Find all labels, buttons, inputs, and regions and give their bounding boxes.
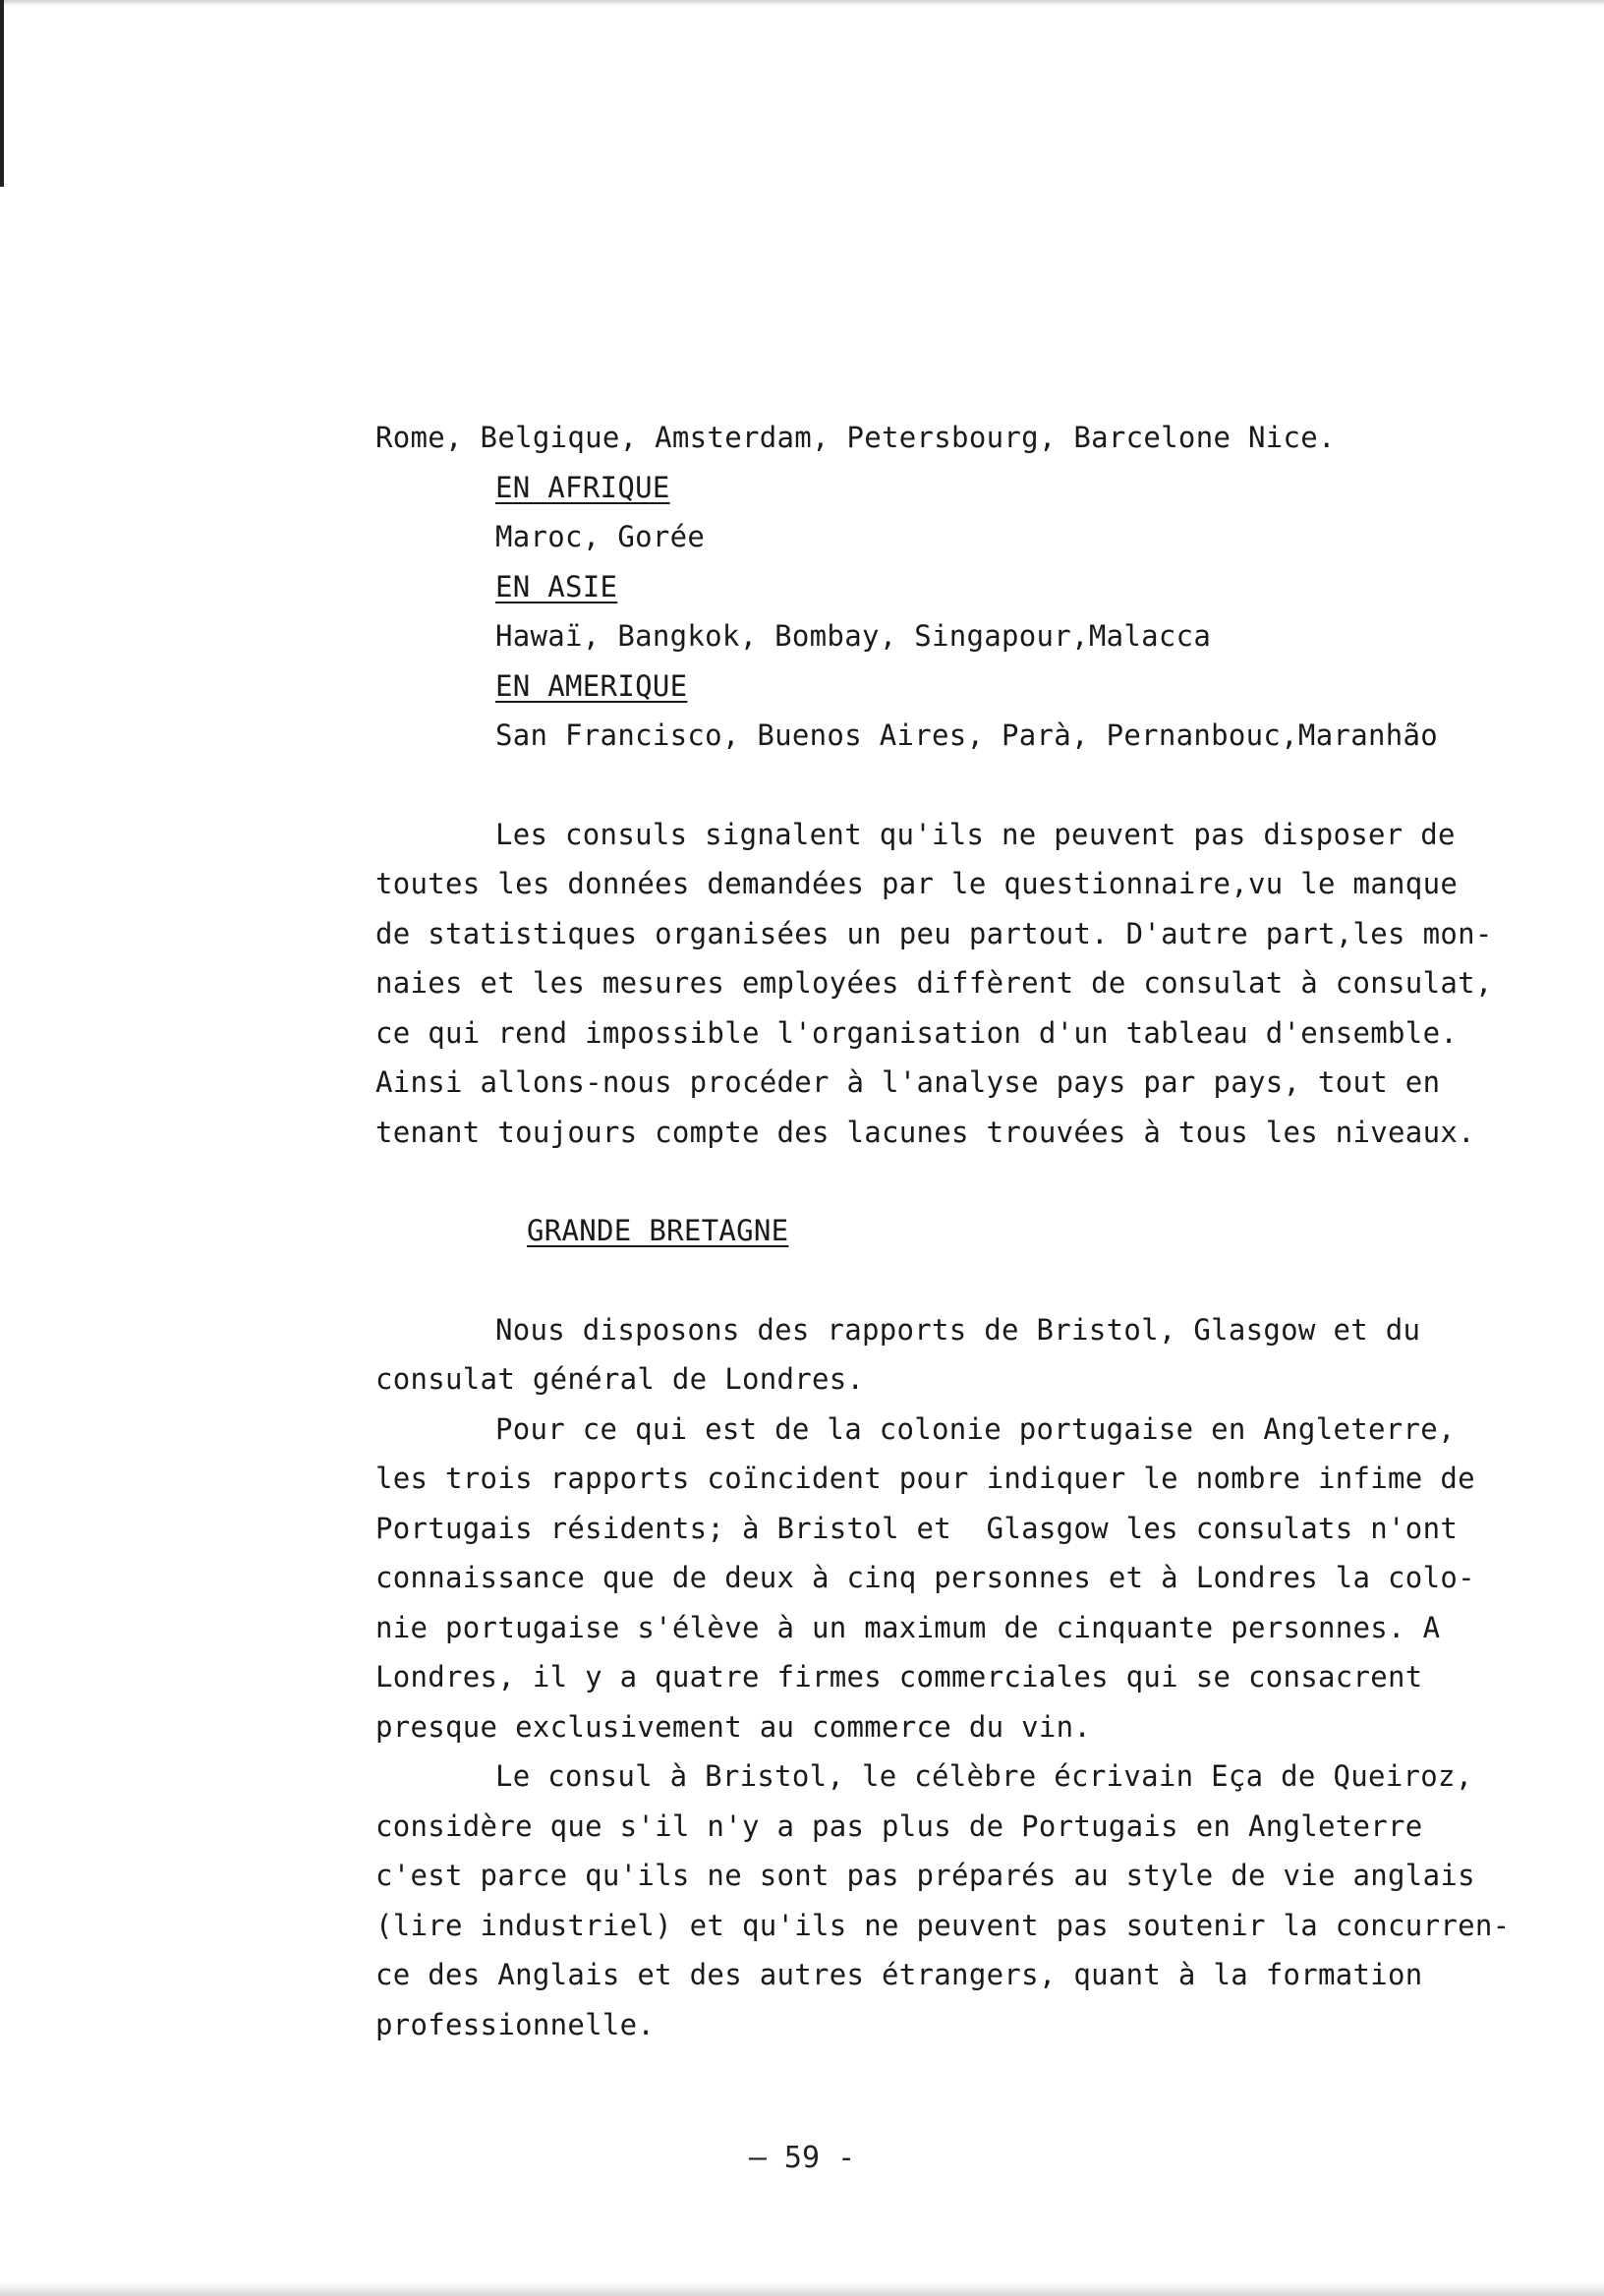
region-heading-asia: EN ASIE [495, 569, 618, 603]
region-heading-america: EN AMERIQUE [495, 668, 688, 703]
text-line: Nous disposons des rapports de Bristol, Glasgow et du [495, 1312, 1421, 1347]
region-places-america: San Francisco, Buenos Aires, Parà, Pernanbouc,Maranhão [495, 718, 1439, 752]
text-line: professionnelle. [375, 2007, 656, 2041]
scan-edge-top [0, 0, 1604, 6]
text-line: connaissance que de deux à cinq personnes et à Londres la colo- [375, 1561, 1475, 1594]
text-line: tenant toujours compte des lacunes trouvées à tous les niveaux. [375, 1115, 1475, 1149]
text-line: (lire industriel) et qu'ils ne peuvent pas soutenir la concurren- [375, 1908, 1511, 1942]
text-line: Pour ce qui est de la colonie portugaise en Angleterre, [495, 1411, 1456, 1446]
text-line: Ainsi allons-nous procéder à l'analyse pays par pays, tout en [375, 1065, 1441, 1099]
region-list [375, 463, 1506, 761]
list-top-line: Rome, Belgique, Amsterdam, Petersbourg, Barcelone Nice. [375, 421, 1336, 454]
text-line: ce des Anglais et des autres étrangers, quant à la formation [375, 1958, 1423, 1991]
text-line: considère que s'il n'y a pas plus de Portugais en Angleterre [375, 1808, 1423, 1843]
text-line: de statistiques organisées un peu partout. D'autre part,les mon- [375, 916, 1493, 950]
paragraph-colony [375, 1405, 1506, 1752]
text-line: naies et les mesures employées diffèrent de consulat à consulat, [375, 966, 1493, 1000]
spacer [375, 1157, 1506, 1206]
paragraph-intro [375, 810, 1506, 1158]
text-line: Portugais résidents; à Bristol et Glasgow les consulats n'ont [375, 1511, 1459, 1545]
text-line: ce qui rend impossible l'organisation d'un tableau d'ensemble. [375, 1015, 1459, 1050]
text-line: Les consuls signalent qu'ils ne peuvent pas disposer de [495, 817, 1456, 851]
section-heading-wrap [375, 1206, 1506, 1256]
text-line: c'est parce qu'ils ne sont pas préparés au style de vie anglais [375, 1859, 1475, 1892]
region-places-africa: Maroc, Gorée [495, 520, 706, 553]
text-line: toutes les données demandées par le questionnaire,vu le manque [375, 867, 1459, 900]
text-line: Le consul à Bristol, le célèbre écrivain Eça de Queiroz, [495, 1759, 1473, 1793]
paragraph-consul [375, 1751, 1511, 2049]
text-line: consulat général de Londres. [375, 1362, 865, 1396]
document-page [375, 413, 1511, 2049]
page-number: — 59 - [748, 2141, 856, 2175]
scan-edge-bottom [0, 2282, 1604, 2296]
region-places-asia: Hawaï, Bangkok, Bombay, Singapour,Malacca [495, 619, 1212, 653]
text-line: presque exclusivement au commerce du vin. [375, 1709, 1092, 1744]
text-line: nie portugaise s'élève à un maximum de cinquante personnes. A [375, 1610, 1441, 1644]
text-line: les trois rapports coïncident pour indiquer le nombre infime de [375, 1462, 1475, 1495]
scan-edge-left [0, 0, 4, 187]
region-heading-africa: EN AFRIQUE [495, 470, 670, 504]
section-heading: GRANDE BRETAGNE [527, 1214, 789, 1247]
spacer [375, 761, 1506, 810]
text-line: Londres, il y a quatre firmes commerciales qui se consacrent [375, 1660, 1423, 1693]
paragraph-reports [375, 1305, 1506, 1405]
spacer [375, 1256, 1506, 1305]
